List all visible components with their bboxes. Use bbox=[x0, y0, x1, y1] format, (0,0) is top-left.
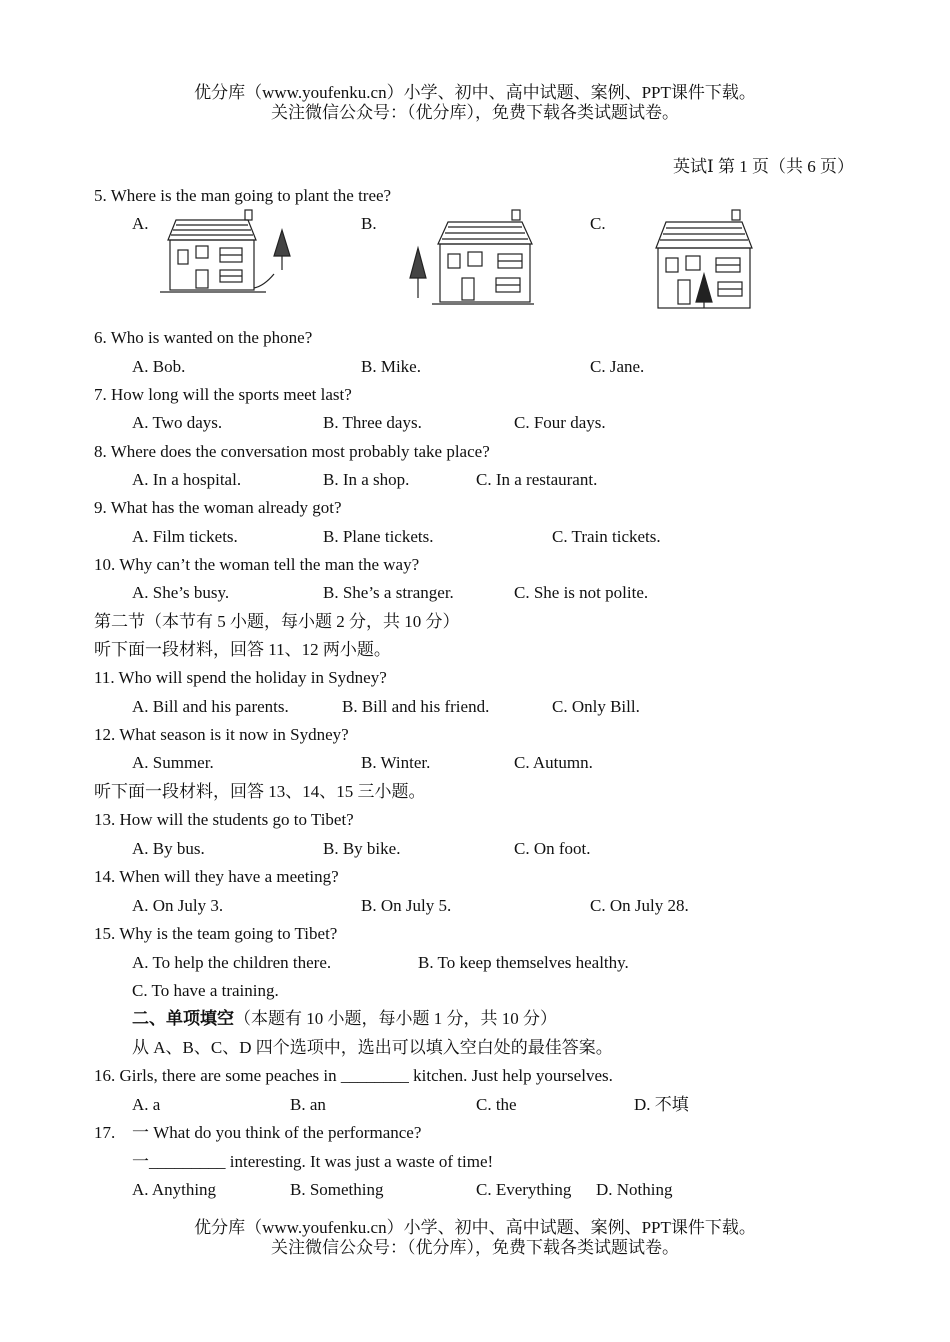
house-tree-front-illustration bbox=[652, 208, 756, 312]
option-7-c: C. Four days. bbox=[514, 413, 606, 432]
option-12-a: A. Summer. bbox=[132, 753, 214, 772]
option-9-b: B. Plane tickets. bbox=[323, 527, 434, 546]
option-13-a: A. By bus. bbox=[132, 839, 205, 858]
option-5-b: B. bbox=[361, 214, 377, 233]
part-2-instruction: 从 A、B、C、D 四个选项中，选出可以填入空白处的最佳答案。 bbox=[132, 1038, 613, 1057]
option-13-c: C. On foot. bbox=[514, 839, 591, 858]
option-13-b: B. By bike. bbox=[323, 839, 401, 858]
part-2-heading-row bbox=[132, 1009, 557, 1029]
option-10-a: A. She’s busy. bbox=[132, 583, 230, 602]
option-8-b: B. In a shop. bbox=[323, 470, 410, 489]
question-7-stem: 7. How long will the sports meet last? bbox=[94, 385, 352, 404]
option-17-a: A. Anything bbox=[132, 1180, 217, 1199]
footer-line-1: 优分库（www.youfenku.cn）小学、初中、高中试题、案例、PPT课件下载。 bbox=[194, 1218, 756, 1237]
option-12-b: B. Winter. bbox=[361, 753, 431, 772]
question-10-stem: 10. Why can’t the woman tell the man the way? bbox=[94, 555, 420, 574]
question-9-stem: 9. What has the woman already got? bbox=[94, 498, 342, 517]
option-9-a: A. Film tickets. bbox=[132, 527, 238, 546]
option-11-b: B. Bill and his friend. bbox=[342, 697, 490, 716]
page-info: 英试Ⅰ 第 1 页（共 6 页） bbox=[673, 157, 854, 176]
question-17-line-1: 一 What do you think of the performance? bbox=[132, 1123, 422, 1142]
option-6-b: B. Mike. bbox=[361, 357, 421, 376]
question-12-stem: 12. What season is it now in Sydney? bbox=[94, 725, 349, 744]
question-15-stem: 15. Why is the team going to Tibet? bbox=[94, 924, 338, 943]
section-2-intro-a: 听下面一段材料，回答 11、12 两小题。 bbox=[94, 640, 391, 659]
section-2-intro-b: 听下面一段材料，回答 13、14、15 三小题。 bbox=[94, 782, 426, 801]
option-17-d: D. Nothing bbox=[596, 1180, 673, 1199]
option-11-a: A. Bill and his parents. bbox=[132, 697, 289, 716]
house-tree-right-illustration bbox=[156, 208, 301, 298]
option-15-c: C. To have a training. bbox=[132, 981, 279, 1000]
option-6-c: C. Jane. bbox=[590, 357, 645, 376]
footer-line-2: 关注微信公众号：（优分库），免费下载各类试题试卷。 bbox=[271, 1238, 679, 1257]
option-15-a: A. To help the children there. bbox=[132, 953, 332, 972]
option-10-b: B. She’s a stranger. bbox=[323, 583, 454, 602]
option-9-c: C. Train tickets. bbox=[552, 527, 661, 546]
header-line-1: 优分库（www.youfenku.cn）小学、初中、高中试题、案例、PPT课件下载。 bbox=[194, 83, 756, 102]
option-14-b: B. On July 5. bbox=[361, 896, 452, 915]
option-14-c: C. On July 28. bbox=[590, 896, 689, 915]
section-2-title: 第二节（本节有 5 小题，每小题 2 分，共 10 分） bbox=[94, 612, 460, 631]
question-11-stem: 11. Who will spend the holiday in Sydney? bbox=[94, 668, 387, 687]
question-16-stem: 16. Girls, there are some peaches in ________ kitchen. Just help yourselves. bbox=[94, 1066, 613, 1085]
part-2-heading: 二、单项填空 bbox=[132, 1009, 234, 1028]
option-16-a: A. a bbox=[132, 1095, 161, 1114]
option-16-d: D. 不填 bbox=[634, 1095, 689, 1114]
option-8-c: C. In a restaurant. bbox=[476, 470, 598, 489]
question-5-stem: 5. Where is the man going to plant the tree? bbox=[94, 186, 392, 205]
question-13-stem: 13. How will the students go to Tibet? bbox=[94, 810, 354, 829]
option-5-c: C. bbox=[590, 214, 606, 233]
part-2-heading-note: （本题有 10 小题，每小题 1 分，共 10 分） bbox=[234, 1009, 557, 1028]
option-17-c: C. Everything bbox=[476, 1180, 572, 1199]
option-16-b: B. an bbox=[290, 1095, 326, 1114]
option-7-b: B. Three days. bbox=[323, 413, 422, 432]
header-line-2: 关注微信公众号：（优分库），免费下载各类试题试卷。 bbox=[271, 103, 679, 122]
option-10-c: C. She is not polite. bbox=[514, 583, 649, 602]
question-8-stem: 8. Where does the conversation most probably take place? bbox=[94, 442, 490, 461]
option-8-a: A. In a hospital. bbox=[132, 470, 242, 489]
house-tree-left-illustration bbox=[404, 208, 536, 308]
option-6-a: A. Bob. bbox=[132, 357, 186, 376]
question-6-stem: 6. Who is wanted on the phone? bbox=[94, 328, 313, 347]
option-15-b: B. To keep themselves healthy. bbox=[418, 953, 629, 972]
question-17-line-2: 一_________ interesting. It was just a waste of time! bbox=[132, 1152, 494, 1171]
question-14-stem: 14. When will they have a meeting? bbox=[94, 867, 339, 886]
option-12-c: C. Autumn. bbox=[514, 753, 593, 772]
question-17-number: 17. bbox=[94, 1123, 116, 1142]
option-17-b: B. Something bbox=[290, 1180, 384, 1199]
option-16-c: C. the bbox=[476, 1095, 517, 1114]
option-14-a: A. On July 3. bbox=[132, 896, 224, 915]
option-7-a: A. Two days. bbox=[132, 413, 223, 432]
option-11-c: C. Only Bill. bbox=[552, 697, 640, 716]
option-5-a: A. bbox=[132, 214, 149, 233]
